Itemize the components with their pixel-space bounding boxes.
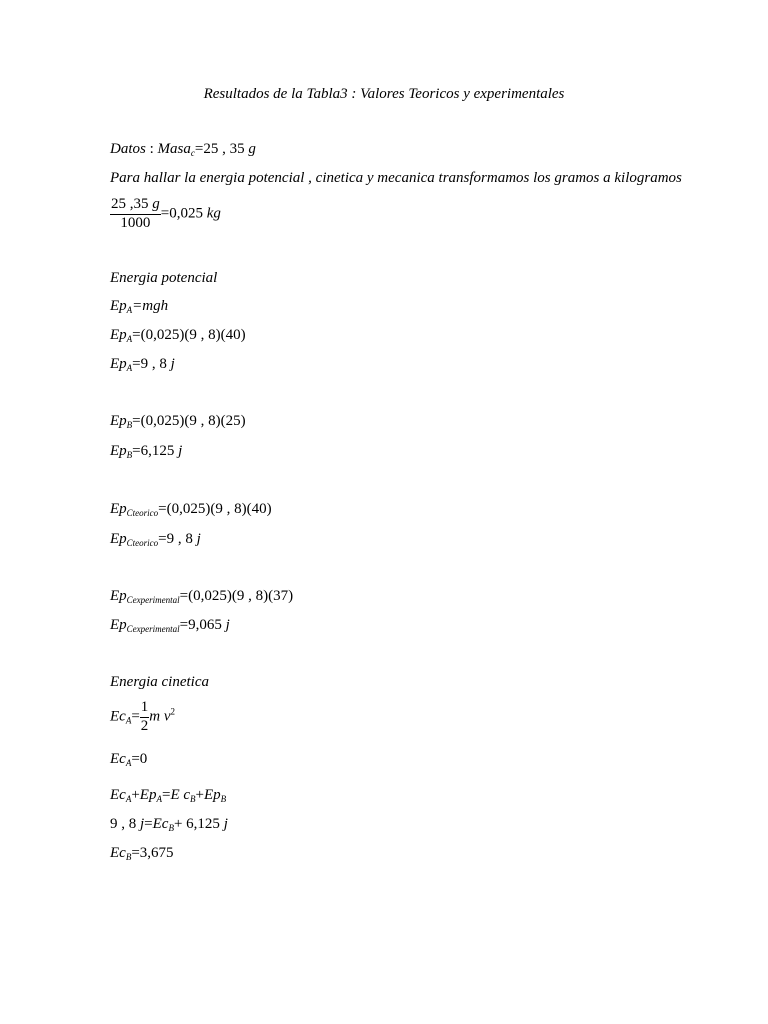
ep-b-subst: =(0,025)(9 , 8)(25) (132, 413, 246, 429)
solve-plus-value: + 6,125 (173, 816, 220, 832)
energy-conservation (110, 786, 226, 804)
ep-sub-cexperimental: Cexperimental (126, 595, 180, 605)
ep-symbol: Ep (110, 617, 127, 633)
plus-sign: + (195, 787, 204, 803)
ep-sub-a: A (156, 794, 162, 804)
ep-b-result (110, 442, 182, 460)
plus-sign: + (131, 787, 140, 803)
ec-symbol: Ec (152, 816, 169, 832)
ep-cexperimental-result (110, 616, 230, 634)
unit-j: j (196, 531, 201, 547)
solve-ecb-line (110, 815, 228, 833)
ec-a-formula: $Ec_A=$ $\frac{1}{2}$ m $v^2$ (110, 699, 176, 734)
conversion-result: =0,025 (160, 205, 203, 222)
conversion-numerator: 25 ,35 (111, 196, 149, 212)
ec-b-result-value: =3,675 (131, 845, 174, 861)
masa-unit: g (248, 141, 256, 157)
potential-heading: Energia potencial (110, 270, 218, 286)
ec-symbol: Ec (110, 787, 126, 803)
ec-symbol: Ec (110, 708, 126, 725)
equals-sign: = (161, 787, 171, 803)
ec-formula-tail: m v (149, 708, 171, 725)
ep-symbol: Ep (203, 787, 221, 803)
ec-b-result (110, 844, 174, 862)
ep-symbol: Ep (110, 531, 127, 547)
conversion-fraction (110, 197, 161, 232)
ep-sub-cteorico: Cteorico (126, 508, 159, 518)
masa-value: 25 , 35 (203, 141, 245, 157)
ep-symbol: Ep (110, 588, 127, 604)
ep-sub-a: A (126, 305, 133, 315)
fraction-denominator: 2 (140, 717, 149, 734)
ep-b-substitution (110, 412, 246, 430)
unit-j: j (223, 816, 228, 832)
intro-text: Para hallar la energia potencial , cinetica y mecanica transformamos los gramos a kilogramos (110, 170, 682, 186)
ep-symbol: Ep (110, 443, 127, 459)
datos-line: Datos : Masa$_c$=25 , 35 g (110, 141, 256, 158)
unit-j: j (170, 356, 175, 372)
ep-cteorico-result-value: =9 , 8 (158, 531, 193, 547)
one-half-fraction (140, 700, 150, 735)
ep-cexperimental-subst: =(0,025)(9 , 8)(37) (179, 588, 294, 604)
ep-symbol: Ep (110, 298, 127, 314)
ep-symbol: Ep (110, 501, 127, 517)
ep-symbol: Ep (110, 356, 127, 372)
ec-symbol: Ec (110, 751, 126, 767)
ec-sub-b: B (125, 852, 132, 862)
masa-var: Masa (157, 141, 191, 157)
ep-b-result-value: =6,125 (132, 443, 175, 459)
ep-a-substitution (110, 326, 246, 344)
conversion-result-unit: kg (206, 205, 221, 222)
ec-sub-a: A (125, 715, 132, 726)
ep-a-subst: =(0,025)(9 , 8)(40) (132, 327, 246, 343)
page-title: Resultados de la Tabla3 : Valores Teoricos y experimentales (203, 86, 565, 102)
unit-j: j (178, 443, 183, 459)
ep-sub-b: B (126, 420, 133, 430)
kinetic-heading: Energia cinetica (110, 674, 209, 690)
ep-cteorico-substitution (110, 500, 272, 518)
datos-label: Datos (110, 141, 146, 157)
ep-a-result (110, 355, 175, 373)
ep-cteorico-result (110, 530, 201, 548)
ec-a-zero (110, 750, 147, 768)
conversion-denominator: 1000 (120, 214, 151, 231)
ep-sub-a: A (126, 363, 133, 373)
unit-j: j (140, 816, 145, 832)
solve-left-value: 9 , 8 (110, 816, 137, 832)
ep-sub-cteorico: Cteorico (126, 538, 159, 548)
ec-a-zero-value: =0 (131, 751, 148, 767)
ep-sub-a: A (126, 334, 133, 344)
equals-sign: = (144, 816, 153, 832)
ec-sub-b: B (190, 794, 196, 804)
ep-a-formula (110, 297, 168, 315)
ep-sub-b: B (126, 450, 133, 460)
ep-sub-b: B (220, 794, 227, 804)
ec-sub-a: A (125, 794, 132, 804)
unit-j: j (225, 617, 230, 633)
ep-symbol: Ep (139, 787, 157, 803)
conversion-numerator-unit: g (152, 196, 160, 212)
masa-sub: c (190, 148, 195, 158)
ep-cexperimental-result-value: =9,065 (179, 617, 222, 633)
ep-symbol: Ep (110, 413, 127, 429)
ep-formula: =mgh (132, 298, 169, 314)
ep-a-result-value: =9 , 8 (132, 356, 167, 372)
fraction-numerator: 1 (140, 700, 150, 718)
ec-symbol: E c (170, 787, 191, 803)
velocity-exponent: 2 (170, 706, 176, 717)
ep-sub-cexperimental: Cexperimental (126, 624, 180, 634)
ep-cexperimental-substitution (110, 587, 293, 605)
ep-symbol: Ep (110, 327, 127, 343)
ec-symbol: Ec (110, 845, 126, 861)
ec-sub-a: A (125, 758, 132, 768)
ep-cteorico-subst: =(0,025)(9 , 8)(40) (158, 501, 272, 517)
ec-sub-b: B (168, 823, 174, 833)
conversion-line (110, 197, 221, 232)
